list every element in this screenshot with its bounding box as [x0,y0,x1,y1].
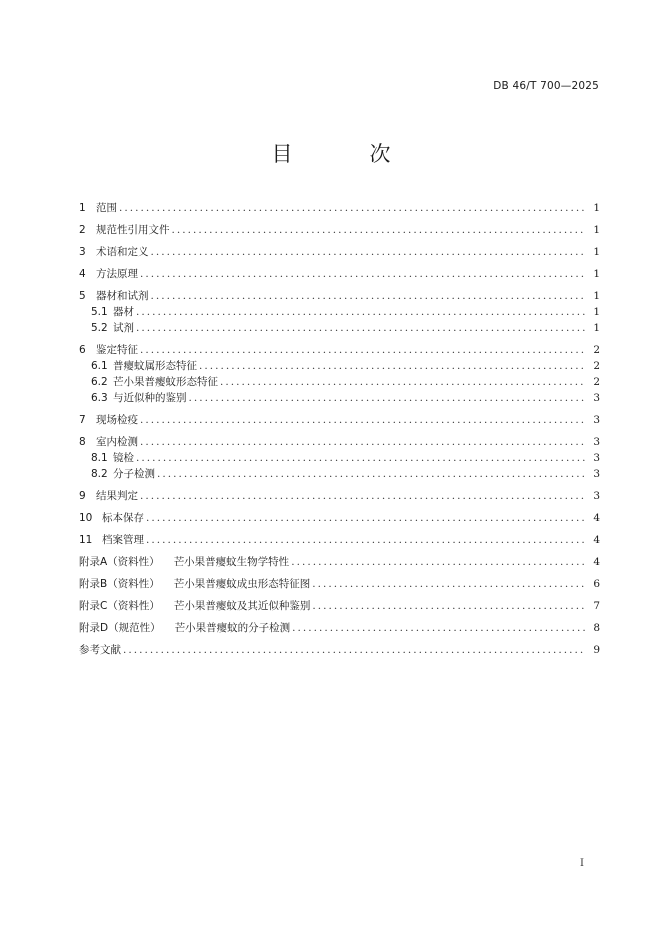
toc-entry-label: 档案管理 [102,534,144,546]
toc-entry-4[interactable] [79,266,600,282]
toc-entry-appendix-d[interactable] [79,620,600,636]
toc-entry-appendix-a[interactable] [79,554,600,570]
toc-entry-page: 3 [593,414,600,426]
toc-entry-5-1[interactable] [79,304,600,320]
toc-entry-page: 3 [593,392,600,404]
toc-dot-leader [291,554,586,570]
toc-entry-2[interactable] [79,222,600,238]
toc-dot-leader [220,374,586,390]
toc-entry-number: 1 [79,202,86,214]
toc-entry-page: 1 [593,246,600,258]
toc-entry-page: 9 [593,644,600,656]
toc-entry-number: 9 [79,490,86,502]
toc-dot-leader [199,358,586,374]
toc-entry-page: 1 [593,202,600,214]
toc-entry-label: 现场检疫 [96,414,138,426]
toc-entry-6[interactable] [79,342,600,358]
toc-entry-9[interactable] [79,488,600,504]
toc-entry-page: 1 [593,268,600,280]
toc-entry-page: 8 [593,622,600,634]
toc-entry-label: 试剂 [113,322,134,334]
toc-entry-5-2[interactable] [79,320,600,336]
toc-entry-number: 7 [79,414,86,426]
toc-dot-leader [123,642,586,658]
toc-entry-number: 6.3 [91,392,108,404]
toc-dot-leader [140,412,586,428]
document-code: DB 46/T 700—2025 [493,80,599,92]
toc-entry-6-1[interactable] [79,358,600,374]
toc-entry-label: 器材和试剂 [96,290,149,302]
toc-entry-1[interactable] [79,200,600,216]
toc-entry-label: 芒小果普瘿蚊及其近似种鉴别 [173,600,311,612]
toc-entry-8-2[interactable] [79,466,600,482]
toc-entry-label: 芒小果普瘿蚊形态特征 [113,376,218,388]
toc-entry-label: 术语和定义 [96,246,149,258]
toc-entry-references[interactable] [79,642,600,658]
toc-entry-8-1[interactable] [79,450,600,466]
toc-entry-number: 附录A（资料性） [79,556,160,568]
toc-dot-leader [172,222,587,238]
toc-entry-page: 7 [593,600,600,612]
toc-entry-number: 附录D（规范性） [79,622,161,634]
toc-entry-label: 镜检 [113,452,134,464]
toc-entry-page: 3 [593,452,600,464]
toc-entry-6-3[interactable] [79,390,600,406]
toc-dot-leader [136,304,586,320]
toc-entry-10[interactable] [79,510,600,526]
page-number: I [580,858,584,869]
toc-entry-page: 3 [593,490,600,502]
toc-dot-leader [146,532,586,548]
toc-entry-number: 8 [79,436,86,448]
toc-entry-11[interactable] [79,532,600,548]
toc-entry-8[interactable] [79,434,600,450]
toc-dot-leader [189,390,587,406]
toc-entry-number: 10 [79,512,93,524]
toc-entry-appendix-c[interactable] [79,598,600,614]
toc-entry-label: 参考文献 [79,644,121,656]
toc-entry-7[interactable] [79,412,600,428]
toc-entry-label: 芒小果普瘿蚊的分子检测 [174,622,291,634]
toc-dot-leader [140,342,586,358]
toc-entry-label: 方法原理 [96,268,138,280]
toc-entry-label: 普瘿蚊属形态特征 [113,360,197,372]
toc-entry-label: 分子检测 [113,468,155,480]
toc-dot-leader [119,200,586,216]
toc-dot-leader [140,434,586,450]
toc-dot-leader [151,288,587,304]
toc-entry-label: 芒小果普瘿蚊成虫形态特征图 [173,578,311,590]
toc-entry-page: 2 [593,344,600,356]
toc-entry-page: 1 [593,224,600,236]
toc-entry-page: 6 [593,578,600,590]
toc-dot-leader [136,320,586,336]
toc-entry-number: 8.1 [91,452,108,464]
toc-entry-number: 8.2 [91,468,108,480]
toc-dot-leader [292,620,586,636]
toc-entry-label: 室内检测 [96,436,138,448]
toc-dot-leader [140,488,586,504]
toc-dot-leader [146,510,586,526]
toc-entry-page: 3 [593,468,600,480]
toc-entry-number: 附录B（资料性） [79,578,160,590]
toc-entry-page: 4 [593,534,600,546]
toc-entry-page: 2 [593,376,600,388]
toc-dot-leader [312,576,586,592]
toc-entry-label: 与近似种的鉴别 [113,392,187,404]
toc-entry-page: 3 [593,436,600,448]
toc-title: 目 次 [271,142,419,166]
toc-entry-number: 3 [79,246,86,258]
toc-entry-label: 器材 [113,306,134,318]
toc-entry-number: 附录C（资料性） [79,600,160,612]
toc-entry-page: 1 [593,290,600,302]
toc-entry-number: 5 [79,290,86,302]
toc-dot-leader [157,466,586,482]
toc-entry-page: 4 [593,512,600,524]
toc-list [79,200,600,658]
toc-entry-label: 标本保存 [102,512,144,524]
toc-entry-label: 芒小果普瘿蚊生物学特性 [173,556,290,568]
toc-entry-page: 1 [593,322,600,334]
toc-entry-label: 鉴定特征 [96,344,138,356]
toc-entry-label: 规范性引用文件 [96,224,170,236]
toc-dot-leader [151,244,587,260]
toc-entry-page: 4 [593,556,600,568]
toc-entry-number: 6 [79,344,86,356]
toc-entry-number: 2 [79,224,86,236]
toc-entry-3[interactable] [79,244,600,260]
toc-dot-leader [312,598,586,614]
toc-entry-number: 6.1 [91,360,108,372]
toc-entry-number: 11 [79,534,93,546]
toc-entry-number: 5.1 [91,306,108,318]
toc-entry-number: 6.2 [91,376,108,388]
toc-entry-appendix-b[interactable] [79,576,600,592]
toc-dot-leader [136,450,586,466]
toc-entry-6-2[interactable] [79,374,600,390]
toc-entry-number: 4 [79,268,86,280]
toc-dot-leader [140,266,586,282]
toc-entry-5[interactable] [79,288,600,304]
toc-entry-number: 5.2 [91,322,108,334]
toc-entry-page: 1 [593,306,600,318]
toc-entry-label: 结果判定 [96,490,138,502]
toc-entry-label: 范围 [96,202,117,214]
toc-entry-page: 2 [593,360,600,372]
